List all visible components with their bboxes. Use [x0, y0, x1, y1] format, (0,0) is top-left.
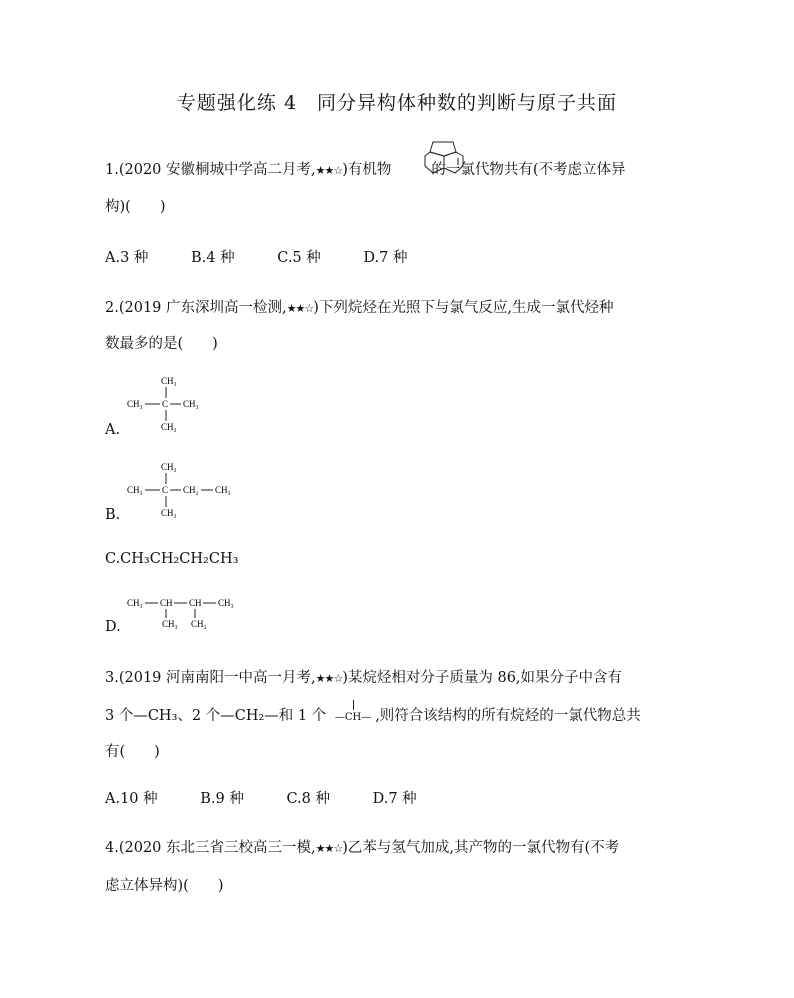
q3-text-post: ,则符合该结构的所有烷烃的一氯代物总共: [375, 708, 641, 724]
ch3-group: CH₃: [191, 619, 207, 629]
q3-option-c: C.8 种: [286, 791, 330, 807]
q2-option-b-label: B.: [105, 507, 121, 523]
q1-option-d: D.7 种: [363, 250, 408, 266]
q3-text: )某烷烃相对分子质量为 86,如果分子中含有: [342, 670, 623, 686]
q3-options: [105, 787, 455, 808]
q4-line2: 虑立体异构)( ): [105, 878, 224, 894]
q3-option-a: A.10 种: [105, 791, 158, 807]
ch3-group: CH₃: [127, 399, 143, 409]
q3-line3: 有( ): [105, 744, 160, 760]
ch3-group: CH₃: [218, 598, 234, 608]
ch2-group: CH₂: [183, 485, 199, 495]
ch3-group: CH₃: [215, 485, 231, 495]
difficulty-stars: ★★☆: [315, 672, 343, 685]
difficulty-stars: ★★☆: [286, 302, 314, 315]
q2-option-d-structure: [125, 594, 245, 634]
q4-source: 4.(2020 东北三省三校高三一模,: [105, 840, 316, 856]
q1-line2: 构)( ): [105, 199, 166, 215]
q3-line2: [105, 704, 641, 725]
q2-option-c: C.CH₃CH₂CH₂CH₃: [105, 551, 239, 567]
q2-line1: [105, 296, 613, 317]
ch3-group: CH₃: [127, 598, 143, 608]
q2-source: 2.(2019 广东深圳高一检测,: [105, 300, 287, 316]
q1-source: 1.(2020 安徽桐城中学高二月考,: [105, 162, 316, 178]
ch-branch-group: —CH—: [335, 712, 371, 723]
q2-option-a-label: A.: [105, 422, 121, 438]
q2-option-b-structure: [125, 458, 245, 520]
q4-text: )乙苯与氢气加成,其产物的一氯代物有(不考: [342, 840, 620, 856]
ch3-group: CH₃: [161, 376, 177, 386]
q2-option-a-structure: [125, 372, 215, 434]
q3-option-b: B.9 种: [200, 791, 244, 807]
ch-group: CH: [160, 598, 173, 608]
q3-source: 3.(2019 河南南阳一中高一月考,: [105, 670, 316, 686]
q1-option-b: B.4 种: [191, 250, 235, 266]
q1-option-a: A.3 种: [105, 250, 149, 266]
q2-text: )下列烷烃在光照下与氯气反应,生成一氯代烃种: [313, 300, 614, 316]
difficulty-stars: ★★☆: [315, 164, 343, 177]
carbon-atom: C: [162, 399, 169, 409]
ch3-group: CH₃: [162, 619, 178, 629]
q1-line1: [105, 158, 626, 179]
q1-options: [105, 246, 445, 267]
q3-option-d: D.7 种: [372, 791, 417, 807]
q1-text-post: 的一氯代物共有(不考虑立体异: [431, 162, 626, 178]
ch-group: CH: [189, 598, 202, 608]
ch3-group: CH₃: [127, 485, 143, 495]
q3-line1: [105, 666, 622, 687]
q4-line1: [105, 836, 619, 857]
page-title: 专题强化练 4 同分异构体种数的判断与原子共面: [176, 92, 618, 114]
q1-molecule-structure: [423, 134, 465, 174]
q1-text: )有机物: [342, 162, 392, 178]
difficulty-stars: ★★☆: [315, 842, 343, 855]
q3-groups-text: 3 个—CH₃、2 个—CH₂—和 1 个: [105, 708, 327, 724]
ch3-group: CH₃: [161, 462, 177, 472]
q2-line2: 数最多的是( ): [105, 336, 218, 352]
q2-option-d-label: D.: [105, 619, 121, 635]
carbon-atom: C: [162, 485, 169, 495]
q1-option-c: C.5 种: [277, 250, 321, 266]
ch3-group: CH₃: [183, 399, 199, 409]
ch3-group: CH₃: [161, 422, 177, 432]
ch3-group: CH₃: [161, 508, 177, 518]
